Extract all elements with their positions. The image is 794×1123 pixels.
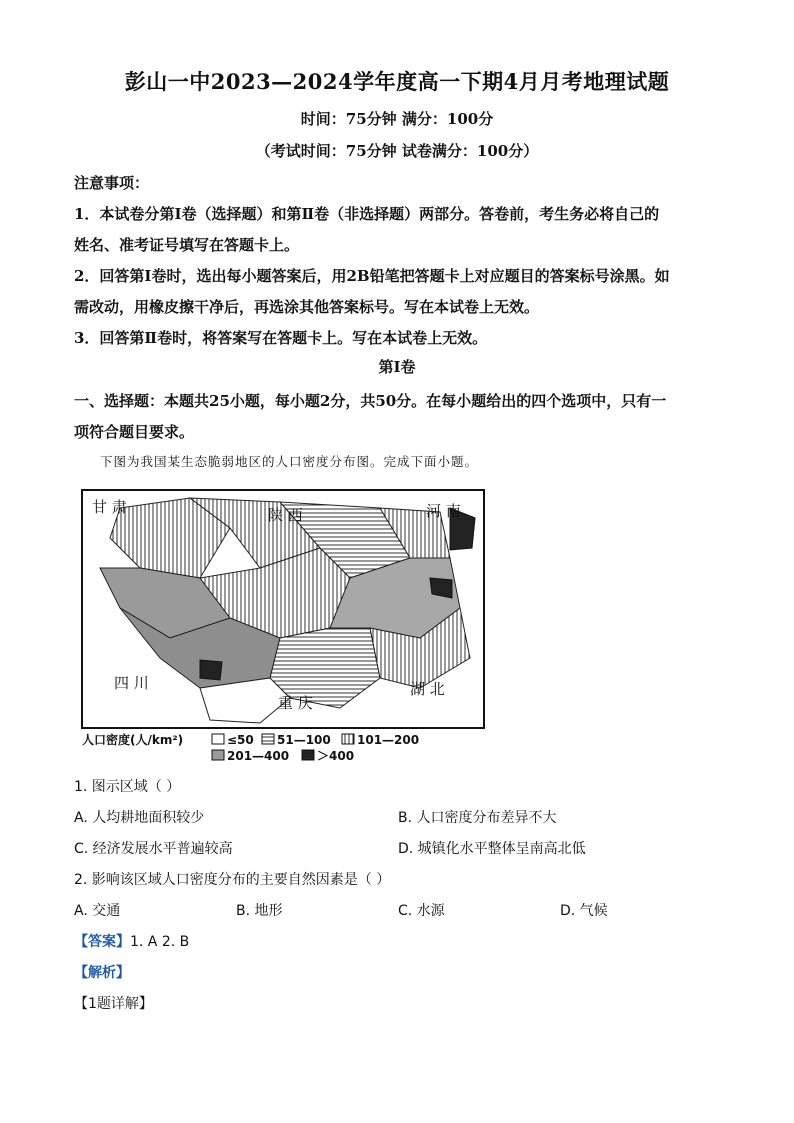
note-3: 3．回答第Ⅱ卷时，将答案写在答题卡上。写在本试卷上无效。 [74, 329, 488, 347]
section-title: 第Ⅰ卷 [378, 358, 416, 376]
q1-stem: 1. 图示区域（ ） [74, 779, 181, 795]
answer-line [74, 931, 189, 951]
part1-instructions: 一、选择题：本题共25小题，每小题2分，共50分。在每小题给出的四个选项中，只有一 [74, 392, 667, 410]
time-line: 时间：75分钟 满分：100分 [300, 110, 494, 128]
answer-label: 【答案】 [74, 934, 130, 950]
legend-swatch-low [212, 734, 224, 744]
population-density-map [80, 488, 490, 768]
q2-option-d: D. 气候 [560, 903, 608, 919]
region-label-chongqing: 重 庆 [278, 694, 313, 712]
legend-label: 101—200 [357, 733, 420, 747]
answer-text: 1. A 2. B [130, 934, 190, 950]
q1-option-a: A. 人均耕地面积较少 [74, 810, 205, 826]
region-label-sichuan: 四 川 [114, 674, 149, 692]
notes-heading: 注意事项： [74, 174, 150, 192]
exam-title: 彭山一中2023—2024学年度高一下期4月月考地理试题 [124, 69, 670, 94]
legend-label: 201—400 [227, 749, 290, 763]
legend-label: 51—100 [277, 733, 331, 747]
time-line-2: （考试时间：75分钟 试卷满分：100分） [255, 142, 539, 160]
q1-option-c: C. 经济发展水平普遍较高 [74, 841, 233, 857]
legend-swatch [262, 734, 274, 744]
q2-stem: 2. 影响该区域人口密度分布的主要自然因素是（ ） [74, 872, 391, 888]
legend-swatch-high [302, 750, 314, 760]
region-label-gansu: 甘 肃 [92, 498, 127, 516]
region-label-hubei: 湖 北 [410, 680, 445, 698]
q1-option-d: D. 城镇化水平整体呈南高北低 [398, 841, 586, 857]
legend-label: ≤50 [227, 733, 254, 747]
note-2-cont: 需改动，用橡皮擦干净后，再选涂其他答案标号。写在本试卷上无效。 [74, 298, 540, 316]
part1-instructions-cont: 项符合题目要求。 [74, 423, 195, 441]
density-area [200, 660, 222, 680]
detail-label: 【1题详解】 [74, 996, 153, 1012]
legend-title: 人口密度(人/km²) [82, 733, 184, 747]
q2-option-a: A. 交通 [74, 903, 121, 919]
note-1: 1．本试卷分第Ⅰ卷（选择题）和第Ⅱ卷（非选择题）两部分。答卷前，考生务必将自己的 [74, 205, 660, 223]
note-1-cont: 姓名、准考证号填写在答题卡上。 [74, 236, 300, 254]
analysis-label: 【解析】 [74, 965, 130, 981]
q2-option-b: B. 地形 [236, 903, 283, 919]
question-intro: 下图为我国某生态脆弱地区的人口密度分布图。完成下面小题。 [100, 454, 479, 469]
legend-swatch [342, 734, 354, 744]
q1-option-b: B. 人口密度分布差异不大 [398, 810, 557, 826]
region-label-henan: 河 南 [426, 502, 461, 520]
note-2: 2．回答第Ⅰ卷时，选出每小题答案后，用2B铅笔把答题卡上对应题目的答案标号涂黑。如 [74, 267, 670, 285]
legend-swatch [212, 750, 224, 760]
q2-option-c: C. 水源 [398, 903, 445, 919]
legend-label: ＞400 [317, 749, 355, 763]
region-label-shaanxi: 陕 西 [268, 506, 303, 524]
